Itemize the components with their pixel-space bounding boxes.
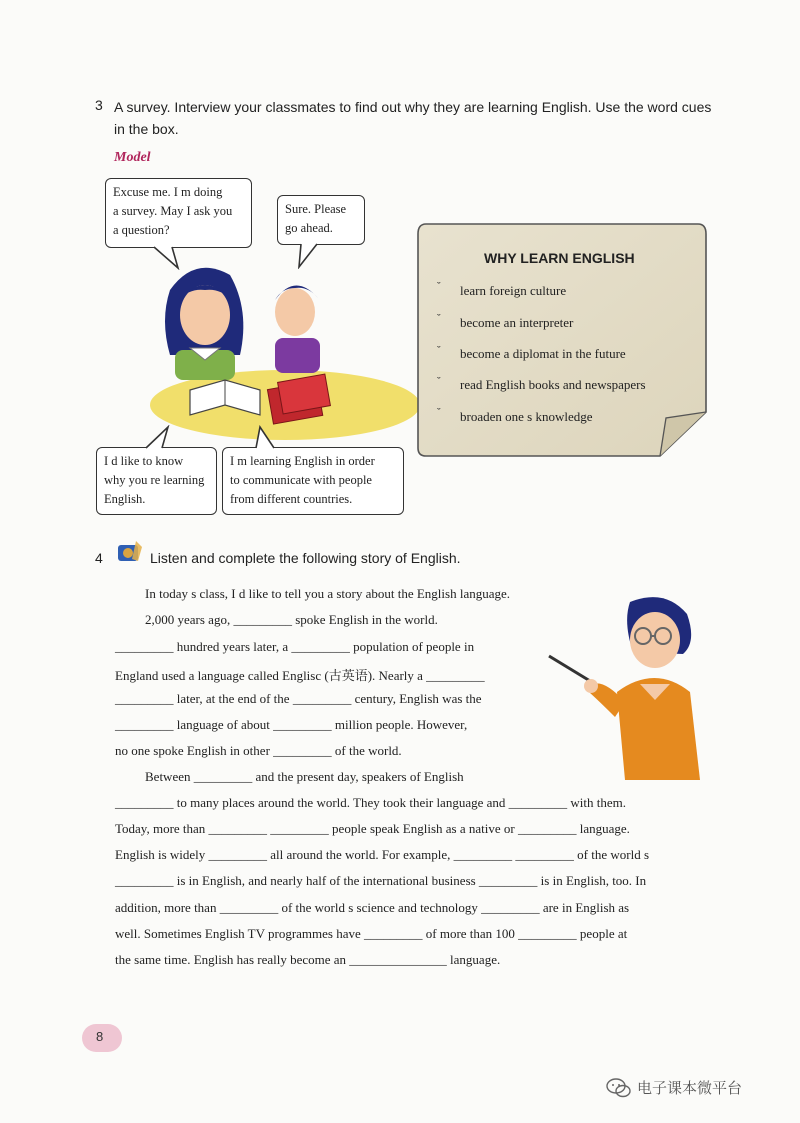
word-cue-item: read English books and newspapers — [460, 377, 646, 392]
bubble-tail — [250, 425, 290, 450]
story-line: _________ hundred years later, a _________ population of people in — [115, 639, 475, 654]
story-line: In today s class, I d like to tell you a story about the English language. — [145, 586, 511, 601]
story-line: _________ language of about _________ million people. However, — [115, 717, 468, 732]
question-3-instruction: A survey. Interview your classmates to find out why they are learning English. Use the word cues in the box. — [114, 99, 712, 137]
teacher-illustration — [545, 592, 720, 782]
story-line: England used a language called Englisc (古英语). Nearly a _________ — [115, 668, 485, 683]
story-line: 2,000 years ago, _________ spoke English in the world. — [145, 612, 438, 627]
story-line: well. Sometimes English TV programmes have _________ of more than 100 _________ people at — [115, 926, 628, 941]
speech-bubble-boy-reply — [277, 195, 365, 245]
bubble-text: I m learning English in order to communicate with people from different countries. — [230, 454, 375, 506]
bubble-text: Excuse me. I m doing a survey. May I ask you a question? — [113, 185, 233, 237]
bubble-tail — [140, 425, 180, 450]
word-cue-item: learn foreign culture — [460, 283, 567, 298]
story-line: _________ to many places around the world. They took their language and _________ with them. — [115, 795, 626, 810]
check-icon: ˇ — [437, 376, 441, 388]
page-number: 8 — [96, 1029, 104, 1044]
story-line: English is widely _________ all around the world. For example, _________ _________ of the world s — [115, 847, 650, 862]
word-cue-item: become an interpreter — [460, 315, 574, 330]
bubble-text: I d like to know why you re learning English. — [104, 454, 205, 506]
word-cue-item: become a diplomat in the future — [460, 346, 626, 361]
students-illustration — [150, 250, 420, 440]
question-number-4: 4 — [95, 550, 103, 566]
story-line: _________ is in English, and nearly half of the international business _________ is in English, too. In — [115, 873, 647, 888]
story-line: no one spoke English in other _________ of the world. — [115, 743, 402, 758]
check-icon: ˇ — [437, 407, 441, 419]
bubble-tail — [150, 246, 190, 270]
watermark-text: 电子课本微平台 — [637, 1079, 743, 1097]
listening-activity-icon — [114, 537, 146, 565]
story-line: _________ later, at the end of the _________ century, English was the — [115, 691, 482, 706]
check-icon: ˇ — [437, 281, 441, 293]
story-line: Between _________ and the present day, speakers of English — [145, 769, 464, 784]
speech-bubble-ask-why — [96, 447, 217, 515]
bubble-tail — [295, 243, 325, 269]
check-icon: ˇ — [437, 345, 441, 357]
story-line: Today, more than _________ _________ people speak English as a native or _________ language. — [115, 821, 630, 836]
question-number-3: 3 — [95, 97, 103, 113]
story-line: addition, more than _________ of the world s science and technology _________ are in English as — [115, 900, 630, 915]
speech-bubble-answer — [222, 447, 404, 515]
bubble-text: Sure. Please go ahead. — [285, 202, 347, 235]
speech-bubble-girl-question — [105, 178, 252, 248]
model-label: Model — [114, 150, 151, 165]
check-icon: ˇ — [437, 313, 441, 325]
wechat-icon — [606, 1077, 632, 1099]
word-cue-item: broaden one s knowledge — [460, 409, 593, 424]
card-title: WHY LEARN ENGLISH — [484, 250, 635, 266]
question-4-instruction: Listen and complete the following story of English. — [150, 550, 461, 566]
story-line: the same time. English has really become an _______________ language. — [115, 952, 501, 967]
